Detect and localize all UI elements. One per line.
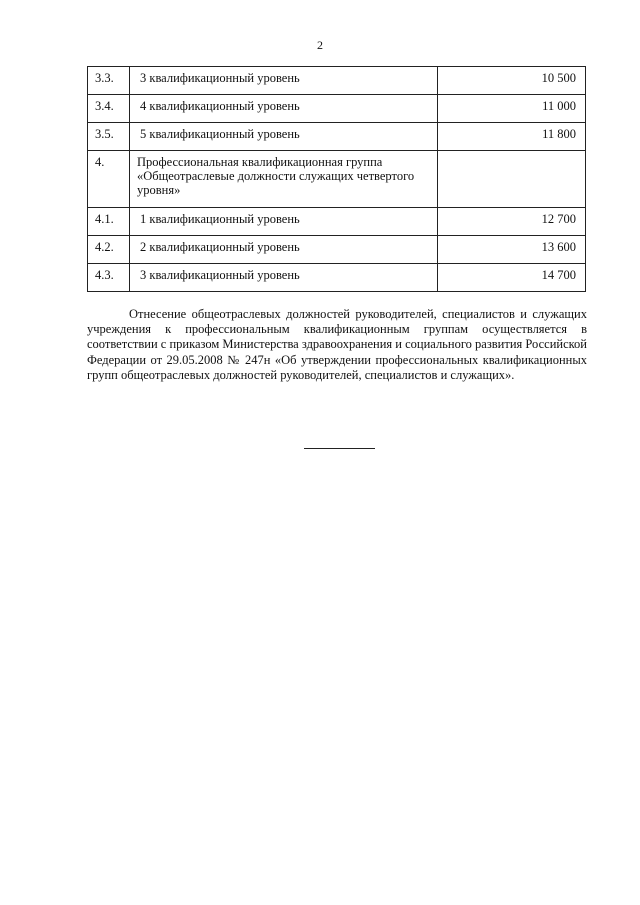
table-row-group-header: [88, 151, 586, 208]
row-name: 5 квалификационный уровень: [130, 123, 438, 151]
row-name: Профессиональная квалификационная группа «Общеотраслевые должности служащих четвертого уровня»: [130, 151, 438, 208]
row-value: 12 700: [438, 208, 586, 236]
row-value: [438, 151, 586, 208]
row-value: 10 500: [438, 67, 586, 95]
table-row: [88, 264, 586, 292]
row-number: 4.: [88, 151, 130, 208]
page-number: 2: [317, 38, 323, 52]
table-row: [88, 95, 586, 123]
row-value: 11 800: [438, 123, 586, 151]
salary-table: [87, 66, 586, 292]
row-name: 3 квалификационный уровень: [130, 67, 438, 95]
table-row: [88, 236, 586, 264]
table-row: [88, 208, 586, 236]
row-number: 4.2.: [88, 236, 130, 264]
table-row: [88, 67, 586, 95]
row-name: 3 квалификационный уровень: [130, 264, 438, 292]
row-value: 13 600: [438, 236, 586, 264]
table-row: [88, 123, 586, 151]
row-number: 4.3.: [88, 264, 130, 292]
row-number: 4.1.: [88, 208, 130, 236]
row-name: 1 квалификационный уровень: [130, 208, 438, 236]
row-name: 2 квалификационный уровень: [130, 236, 438, 264]
row-value: 11 000: [438, 95, 586, 123]
row-number: 3.4.: [88, 95, 130, 123]
row-number: 3.3.: [88, 67, 130, 95]
row-name: 4 квалификационный уровень: [130, 95, 438, 123]
end-divider: [304, 448, 375, 449]
row-number: 3.5.: [88, 123, 130, 151]
body-paragraph: Отнесение общеотраслевых должностей руководителей, специалистов и служащих учреждения к профессиональным квалификационным группам осуществляется в соответствии с приказом Министерства здравоохранения и социального развития Российской Федерации от 29.05.2008 № 247н «Об утверждении профессиональных квалификационных групп общеотраслевых должностей руководителей, специалистов и служащих».: [87, 307, 587, 382]
row-value: 14 700: [438, 264, 586, 292]
